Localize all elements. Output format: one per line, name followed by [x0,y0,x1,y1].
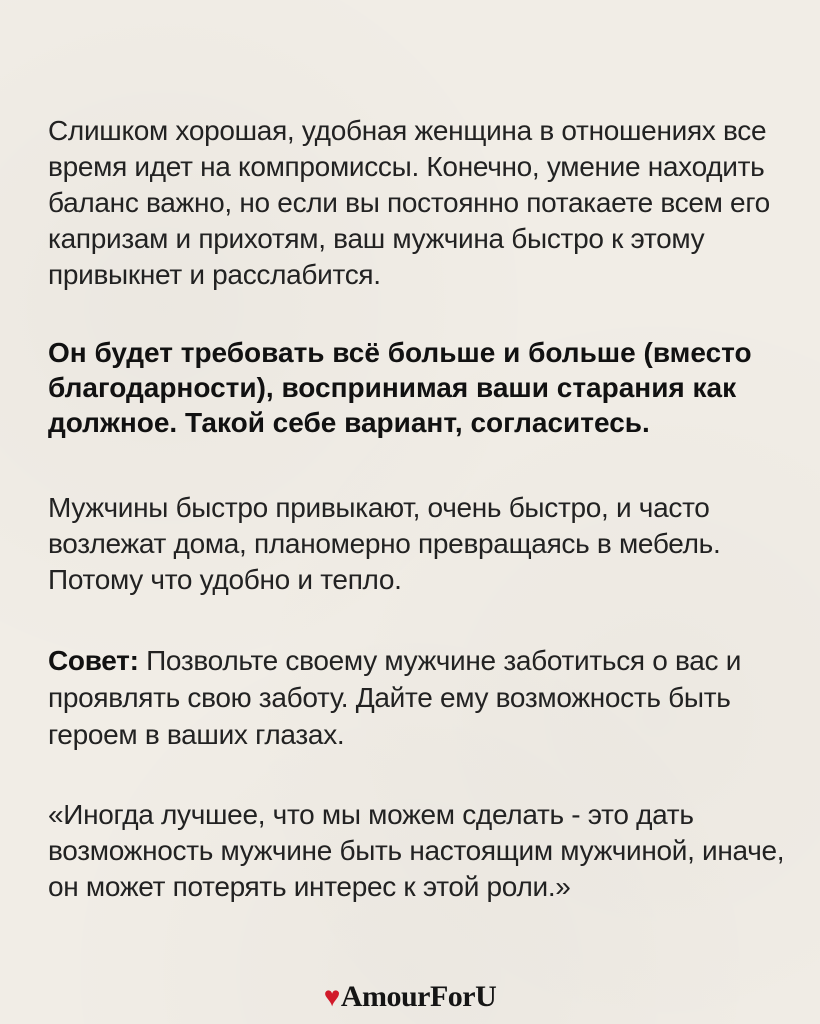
paragraph-quote: «Иногда лучшее, что мы можем сделать - это дать возможность мужчине быть настоящим мужчиной, иначе, он может потерять интерес к этой роли.» [48,799,785,902]
brand-name: AmourForU [340,980,497,1013]
paragraph-emphasis: Он будет требовать всё больше и больше (вместо благодарности), воспринимая ваши старания как должное. Такой себе вариант, согласитесь. [48,337,752,438]
article-body [48,113,788,905]
paragraph-habits: Мужчины быстро привыкают, очень быстро, и часто возлежат дома, планомерно превращаясь в мебель. Потому что удобно и тепло. [48,492,721,595]
paragraph-intro: Слишком хорошая, удобная женщина в отношениях все время идет на компромиссы. Конечно, умение находить баланс важно, но если вы постоянно потакаете всем его капризам и прихотям, ваш мужчина быстро к этому привыкнет и расслабится. [48,115,770,290]
paragraph-advice [48,642,788,753]
advice-label: Совет: [48,645,139,676]
advice-text: Позвольте своему мужчине заботиться о вас и проявлять свою заботу. Дайте ему возможность быть героем в ваших глазах. [48,645,742,750]
brand-logo [0,980,820,1014]
heart-icon: ♥ [323,982,340,1013]
